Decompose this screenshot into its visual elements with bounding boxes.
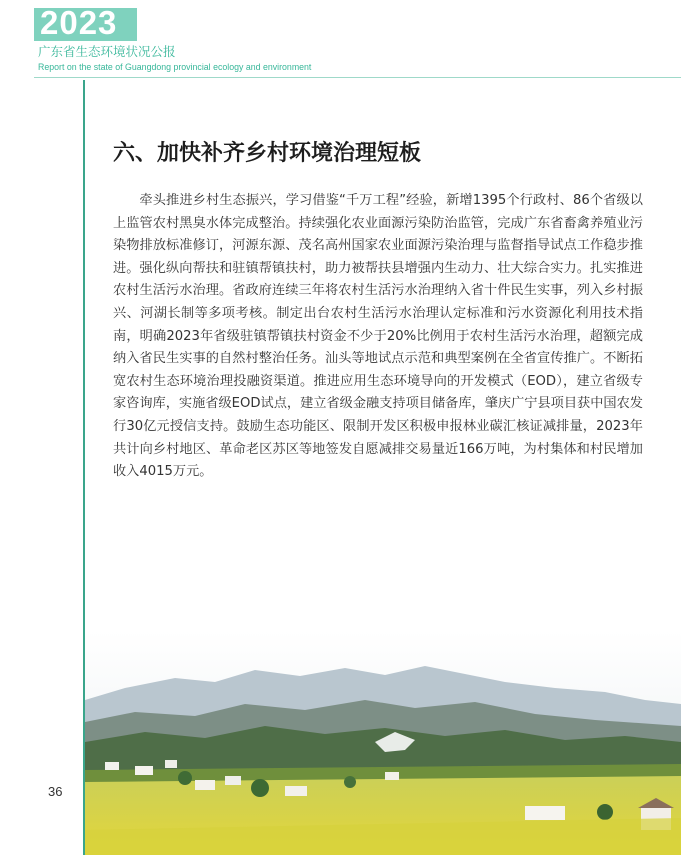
section-title: 六、加快补齐乡村环境治理短板 (113, 140, 422, 166)
header-divider (34, 77, 681, 78)
rural-landscape-photo (85, 630, 681, 855)
report-subtitle-cn: 广东省生态环境状况公报 (38, 44, 176, 59)
page-number: 36 (48, 784, 63, 799)
section-paragraph: 牵头推进乡村生态振兴，学习借鉴“千万工程”经验，新增1395个行政村、86个省级以上监管农村黑臭水体完成整治。持续强化农业面源污染防治监管，完成广东省畜禽养殖业污染物排放标准修订，河源东源、茂名高州国家农业面源污染治理与监督指导试点工作稳步推进。强化纵向帮扶和驻镇帮镇扶村，助力被帮扶县增强内生动力、壮大综合实力。扎实推进农村生活污水治理。省政府连续三年将农村生活污水治理纳入省十件民生实事，列入乡村振兴、河湖长制等多项考核。制定出台农村生活污水治理认定标准和污水资源化利用技术指南，明确2023年省级驻镇帮镇扶村资金不少于20%比例用于农村生活污水治理，超额完成纳入省民生实事的自然村整治任务。汕头等地试点示范和典型案例在全省宣传推广。不断拓宽农村生态环境治理投融资渠道。推进应用生态环境导向的开发模式（EOD），建立省级专家咨询库，实施省级EOD试点，建立省级金融支持项目储备库，肇庆广宁县项目获中国农发行30亿元授信支持。鼓励生态功能区、限制开发区积极申报林业碳汇核证减排量，2023年共计向乡村地区、革命老区苏区等地签发自愿减排交易量近166万吨，为村集体和村民增加收入4015万元。 (113, 193, 643, 480)
report-year: 2023 (40, 4, 118, 41)
report-subtitle-en: Report on the state of Guangdong provincial ecology and environment (38, 62, 312, 72)
